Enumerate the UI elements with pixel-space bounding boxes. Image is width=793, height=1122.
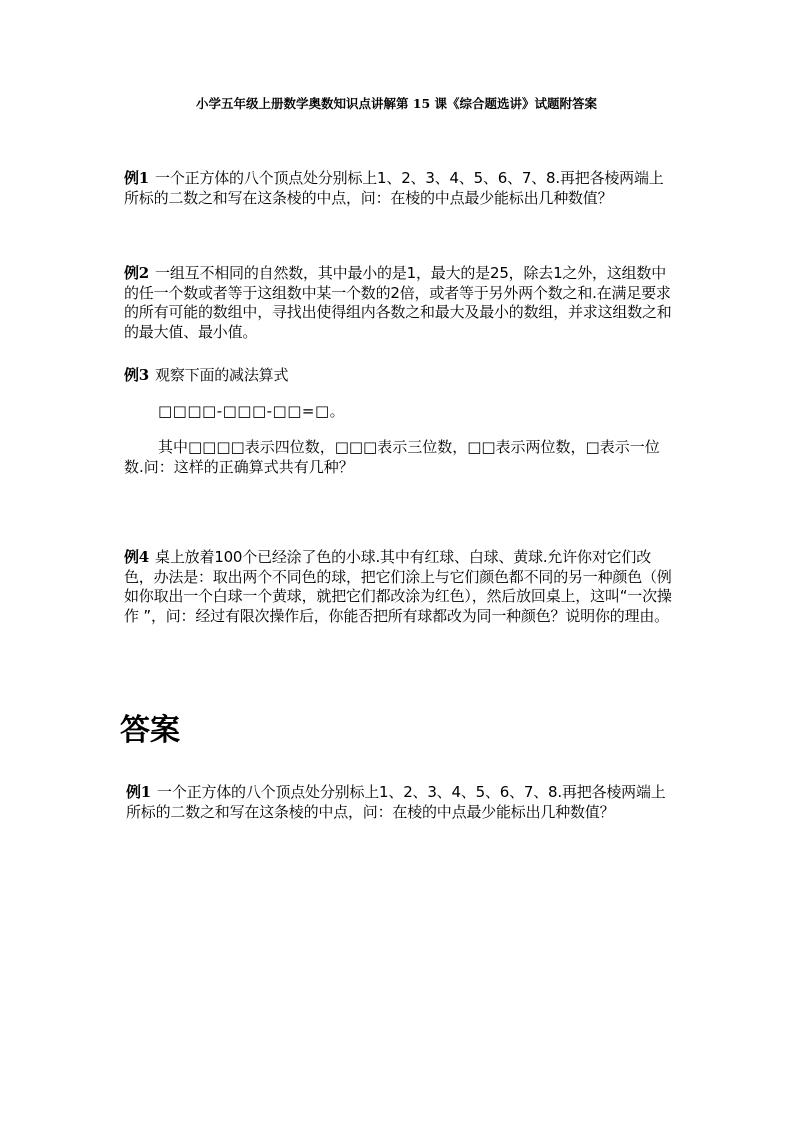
question-3 [124,366,672,386]
question-label: 例4 [124,548,150,566]
question-2 [124,264,672,342]
question-label: 例3 [124,366,150,384]
answer-1 [126,783,674,822]
answer-text: 一个正方体的八个顶点处分别标上1、2、3、4、5、6、7、8.再把各棱两端上所标的二数之和写在这条棱的中点，问：在棱的中点最少能标出几种数值？ [126,783,666,821]
question-label: 例1 [124,169,150,187]
answers-heading: 答案 [120,713,180,748]
question-text: 一个正方体的八个顶点处分别标上1、2、3、4、5、6、7、8.再把各棱两端上所标的二数之和写在这条棱的中点，问：在棱的中点最少能标出几种数值？ [124,169,664,207]
question-3-explanation: 其中□□□□表示四位数，□□□表示三位数，□□表示两位数，□表示一位数.问：这样的正确算式共有几种？ [124,438,660,476]
subtraction-formula: □□□□-□□□-□□=□。 [158,402,346,420]
question-text: 一组互不相同的自然数，其中最小的是1，最大的是25，除去1之外，这组数中的任一个数或者等于这组数中某一个数的2倍，或者等于另外两个数之和.在满足要求的所有可能的数组中，寻找出使得组内各数之和最大及最小的数组，并求这组数之和的最大值、最小值。 [124,264,672,341]
question-1 [124,169,672,208]
question-label: 例2 [124,264,150,282]
answer-label: 例1 [126,783,152,801]
question-text: 观察下面的减法算式 [155,366,289,384]
question-4 [124,548,672,626]
page-title: 小学五年级上册数学奥数知识点讲解第 15 课《综合题选讲》试题附答案 [195,96,598,111]
question-text: 桌上放着100个已经涂了色的小球.其中有红球、白球、黄球.允许你对它们改色，办法是：取出两个不同色的球，把它们涂上与它们颜色都不同的另一种颜色（例如你取出一个白球一个黄球，就把它们都改涂为红色），然后放回桌上，这叫“一次操作 ”，问：经过有限次操作后，你能否把所有球都改为同一种颜色？说明你的理由。 [124,548,672,625]
